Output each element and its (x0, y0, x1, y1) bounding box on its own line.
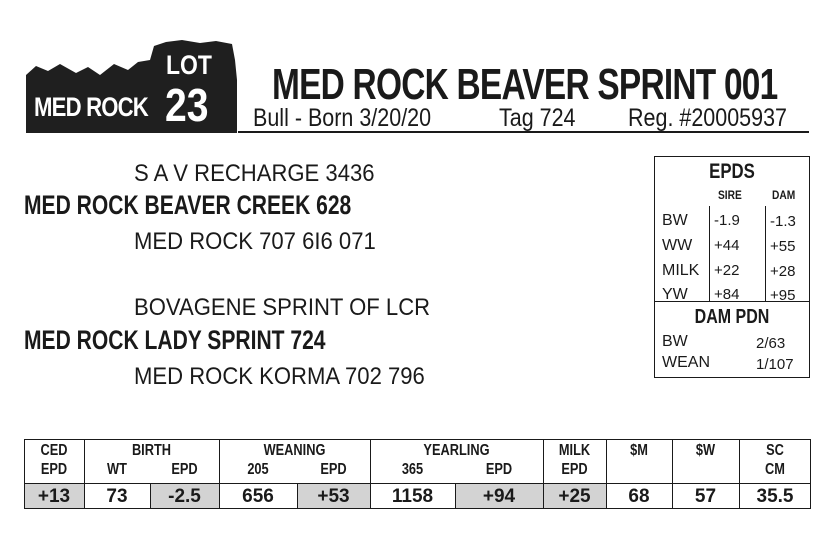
tag-number: Tag 724 (499, 104, 576, 132)
th-milk-epd: EPD (561, 461, 588, 478)
epd-label-milk: MILK (662, 262, 700, 279)
epd-label-yw: YW (662, 286, 688, 303)
animal-name-title: MED ROCK BEAVER SPRINT 001 (272, 60, 778, 109)
th-ced-epd: EPD (40, 461, 68, 478)
dam-pdn-title: DAM PDN (694, 306, 770, 328)
value-birth-epd: -2.5 (168, 486, 201, 507)
th-milk: MILK (558, 442, 591, 459)
epd-label-ww: WW (662, 237, 693, 254)
value-wean-epd: +53 (317, 486, 350, 507)
sex-birthdate: Bull - Born 3/20/20 (253, 104, 432, 132)
th-yearling: YEARLING (423, 442, 490, 459)
pedigree-dam-dam: MED ROCK KORMA 702 796 (134, 363, 425, 390)
epds-dam-header: DAM (772, 188, 796, 202)
th-ced: CED (40, 442, 68, 459)
registration-number: Reg. #20005937 (628, 104, 788, 132)
epd-divider-2 (765, 206, 766, 301)
th-birth-wt: WT (107, 461, 127, 478)
logo-brand-text: MED ROCK (34, 92, 148, 122)
pdn-value-wean: 1/107 (756, 356, 794, 373)
th-year-epd: EPD (485, 461, 513, 478)
th-sm: $M (630, 442, 648, 459)
value-year-epd: +94 (482, 486, 516, 507)
epd-divider-1 (709, 206, 710, 301)
epd-dam-bw: -1.3 (770, 213, 796, 230)
value-milk-epd: +25 (558, 486, 591, 507)
lot-label: LOT (166, 50, 212, 80)
epd-sire-bw: -1.9 (714, 212, 740, 229)
th-weaning: WEANING (263, 442, 326, 459)
th-birth-epd: EPD (171, 461, 198, 478)
epd-dam-milk: +28 (770, 263, 796, 280)
pdn-label-wean: WEAN (662, 354, 710, 371)
value-sc: 35.5 (756, 486, 794, 507)
pedigree-dam-sire: BOVAGENE SPRINT OF LCR (134, 294, 431, 321)
pdn-value-bw: 2/63 (756, 335, 786, 352)
value-sm: 68 (628, 486, 650, 507)
epd-sire-milk: +22 (714, 262, 740, 279)
pedigree-sire: MED ROCK BEAVER CREEK 628 (24, 190, 352, 220)
epds-title: EPDS (709, 160, 755, 183)
epd-label-bw: BW (662, 212, 688, 229)
th-year-365: 365 (401, 461, 424, 478)
pedigree-sire-dam: MED ROCK 707 6I6 071 (134, 228, 376, 255)
value-wean-205: 656 (242, 486, 274, 507)
th-wean-epd: EPD (320, 461, 347, 478)
value-sw: 57 (694, 486, 717, 507)
th-birth: BIRTH (131, 442, 172, 459)
th-sc: SC (766, 442, 784, 459)
epd-sire-ww: +44 (714, 237, 740, 254)
pedigree-dam: MED ROCK LADY SPRINT 724 (24, 325, 326, 355)
table-header-divider (24, 483, 811, 484)
th-sw: $W (695, 442, 716, 459)
epds-sire-header: SIRE (718, 188, 742, 202)
epd-dam-ww: +55 (770, 238, 796, 255)
value-birth-wt: 73 (106, 486, 128, 507)
pedigree-sire-sire: S A V RECHARGE 3436 (134, 160, 375, 187)
th-wean-205: 205 (247, 461, 269, 478)
value-ced-epd: +13 (37, 486, 71, 507)
th-sc-cm: CM (765, 461, 785, 478)
value-year-365: 1158 (391, 486, 434, 507)
epd-sire-yw: +84 (714, 286, 740, 303)
lot-number: 23 (165, 79, 209, 131)
epd-dam-yw: +95 (770, 287, 796, 304)
pdn-label-bw: BW (662, 333, 688, 350)
